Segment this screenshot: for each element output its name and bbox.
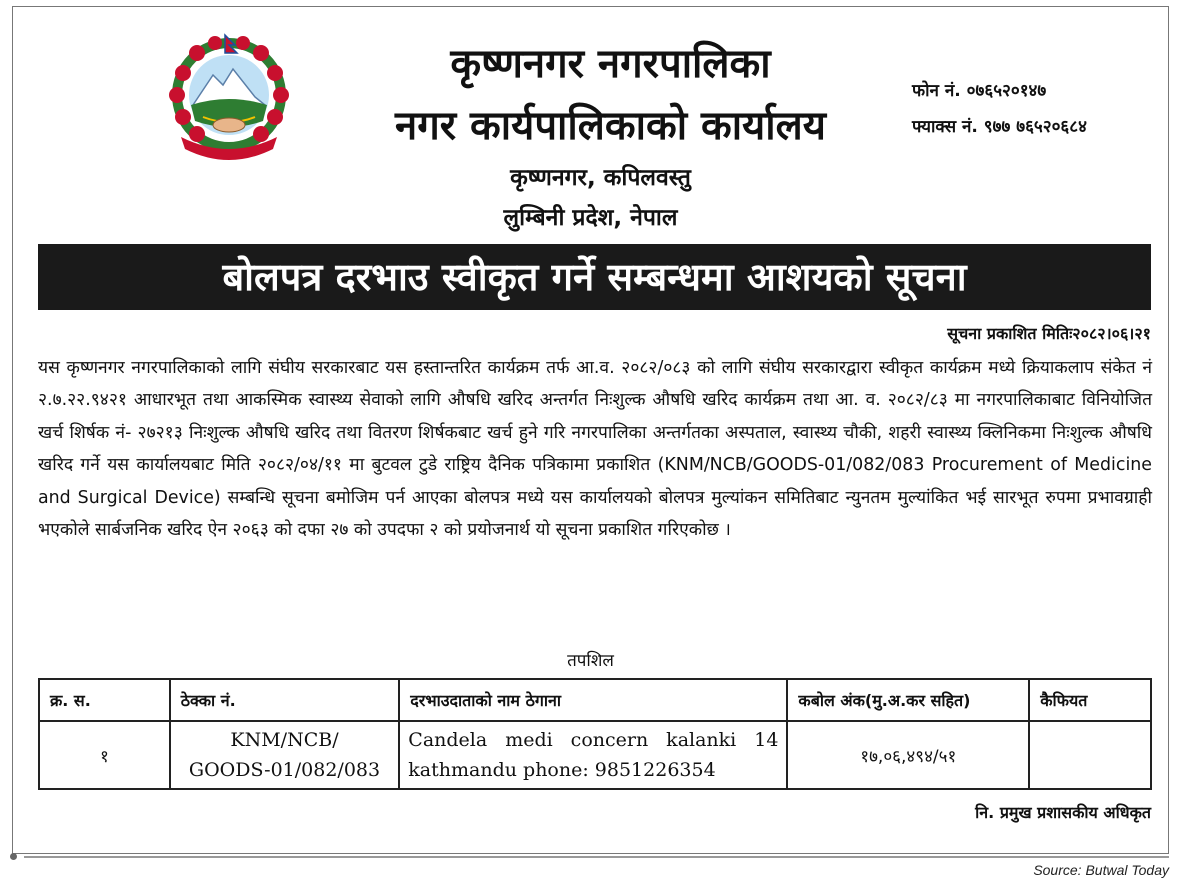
contract-no-line-1: KNM/NCB/ — [230, 729, 339, 751]
header-serial: क्र. स. — [39, 679, 170, 721]
header-contract-no: ठेक्का नं. — [170, 679, 400, 721]
notice-body: यस कृष्णनगर नगरपालिकाको लागि संघीय सरकारबाट यस हस्तान्तरित कार्यक्रम तर्फ आ.व. २०८२/०८३ को लागि संघीय सरकारद्वारा स्वीकृत कार्यक्रम मध्ये क्रियाकलाप संकेत नं २.७.२२.९४२१ आधारभूत तथा आकस्मिक स्वास्थ्य सेवाको लागि औषधि खरिद अन्तर्गत निःशुल्क औषधि खरिद कार्यक्रम तथा आ. व. २०८२/८३ मा नगरपालिकाबाट विनियोजित खर्च शिर्षक नं- २७२१३ निःशुल्क औषधि खरिद तथा वितरण शिर्षकबाट खर्च हुने गरि नगरपालिका अन्तर्गतका अस्पताल, स्वास्थ्य चौकी, शहरी स्वास्थ्य क्लिनिकमा निःशुल्क औषधि खरिद गर्ने यस कार्यालयबाट मिति २०८२/०४/११ मा बुटवल टुडे राष्ट्रिय दैनिक पत्रिकामा प्रकाशित (KNM/NCB/GOODS-01/082/083 Procurement of Medicine and Surgical Device) सम्बन्धि सूचना बमोजिम पर्न आएका बोलपत्र मध्ये यस कार्यालयको बोलपत्र मुल्यांकन समितिबाट न्युनतम मुल्यांकित भई सारभूत रुपमा प्रभावग्राही भएकोले सार्बजनिक खरिद ऐन २०६३ को दफा २७ को उपदफा २ को प्रयोजनार्थ यो सूचना प्रकाशित गरिएकोछ । — [38, 358, 1152, 541]
table-header-row — [39, 679, 1151, 721]
bid-details-table — [38, 678, 1152, 790]
office-name: नगर कार्यपालिकाको कार्यालय — [395, 103, 826, 149]
bottom-divider — [24, 856, 1169, 858]
bidder-line-2: kathmandu phone: 9851226354 — [408, 759, 716, 781]
header-remarks: कैफियत — [1029, 679, 1151, 721]
cell-remarks — [1029, 721, 1151, 789]
table-row — [39, 721, 1151, 789]
section-heading: तपशिल — [567, 651, 614, 671]
cell-bidder — [399, 721, 787, 789]
org-name: कृष्णनगर नगरपालिका — [450, 41, 771, 87]
source-credit: Source: Butwal Today — [1033, 862, 1169, 878]
bullet-dot — [10, 853, 17, 860]
fax-number: फ्याक्स नं. ९७७ ७६५२०६८४ — [912, 117, 1087, 137]
signoff-designation: नि. प्रमुख प्रशासकीय अधिकृत — [975, 803, 1151, 822]
published-date: सूचना प्रकाशित मितिः२०८२।०६।२१ — [947, 324, 1151, 343]
cell-contract-no — [170, 721, 400, 789]
header-bidder: दरभाउदाताको नाम ठेगाना — [399, 679, 787, 721]
notice-title-banner: बोलपत्र दरभाउ स्वीकृत गर्ने सम्बन्धमा आशयको सूचना — [38, 244, 1151, 310]
header-amount: कबोल अंक(मु.अ.कर सहित) — [787, 679, 1029, 721]
bidder-line-1: Candela medi concern kalanki 14 — [408, 729, 779, 751]
address-line-2: लुम्बिनी प्रदेश, नेपाल — [503, 205, 678, 231]
cell-serial: १ — [39, 721, 170, 789]
address-line-1: कृष्णनगर, कपिलवस्तु — [510, 165, 691, 191]
phone-number: फोन नं. ०७६५२०१४७ — [912, 81, 1047, 101]
cell-amount: १७,०६,४९४/५१ — [787, 721, 1029, 789]
contract-no-line-2: GOODS-01/082/083 — [188, 759, 381, 781]
